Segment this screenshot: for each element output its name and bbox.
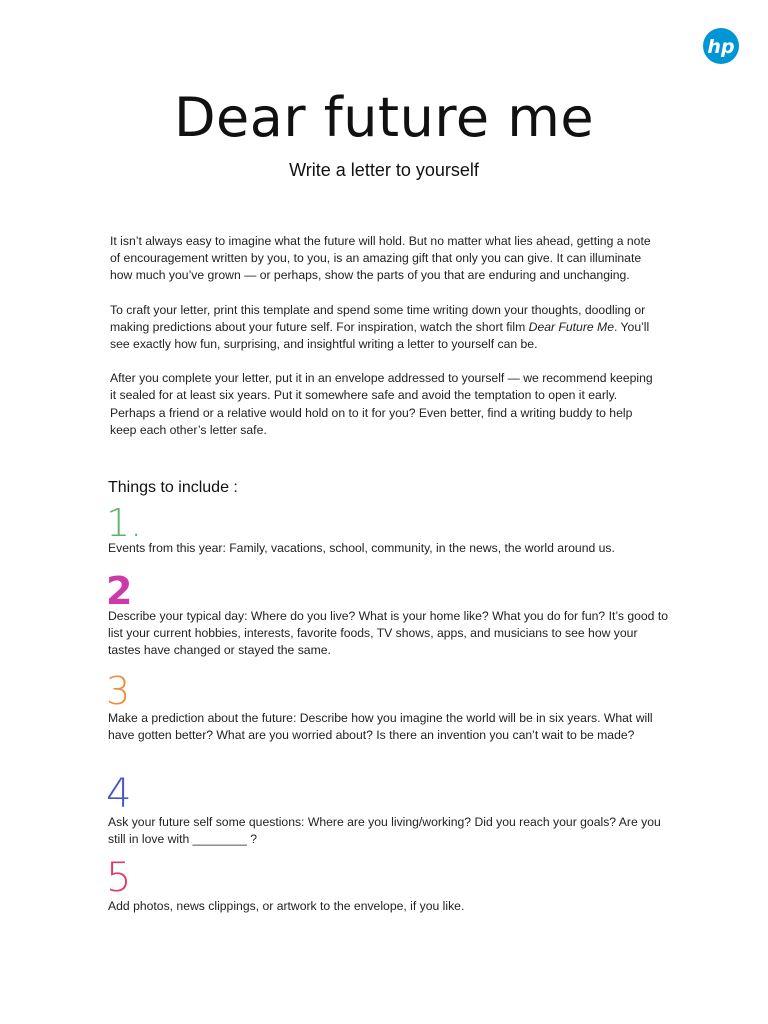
list-item — [106, 501, 668, 557]
film-title: Dear Future Me — [528, 319, 614, 334]
item-number: 3 — [106, 669, 131, 713]
item-number: 2 — [106, 569, 133, 613]
intro-paragraph-3: After you complete your letter, put it in an envelope addressed to yourself — we recommend keeping it sealed for at least six years. Put it somewhere safe and avoid the temptation to open it early. Perhaps a friend or a relative would hold on to it for you? Even better, find a writing buddy to help keep each other’s letter safe. — [110, 371, 653, 437]
item-text: Add photos, news clippings, or artwork to the envelope, if you like. — [108, 899, 465, 913]
intro-text — [110, 233, 662, 456]
intro-paragraph-2 — [110, 302, 662, 354]
hp-logo — [703, 28, 739, 64]
page-subtitle: Write a letter to yourself — [289, 160, 479, 180]
intro-paragraph-2-end: . You’ll see exactly how fun, surprising, and insightful writing a letter to yourself can be. — [110, 319, 650, 352]
hp-logo-icon — [703, 28, 739, 64]
page-title: Dear future me — [173, 86, 595, 149]
item-number: 1. — [106, 501, 143, 545]
item-text: Describe your typical day: Where do you live? What is your home like? What you do for fun? It’s good to list your current hobbies, interests, favorite foods, TV shows, apps, and musicians to see how your tastes have changed or stayed the same. — [108, 609, 668, 658]
item-number: 4 — [106, 771, 132, 817]
svg-text:hp: hp — [707, 36, 735, 58]
list-item — [106, 669, 668, 744]
item-text: Events from this year: Family, vacations, school, community, in the news, the world around us. — [108, 541, 615, 555]
list-item — [106, 855, 668, 915]
things-heading: Things to include : — [108, 479, 238, 496]
intro-paragraph-2-start: To craft your letter, print this template and spend some time writing down your thoughts, doodling or making predictions about your future self. For inspiration, watch the short film — [110, 302, 646, 334]
intro-paragraph-1: It isn’t always easy to imagine what the future will hold. But no matter what lies ahead, getting a note of encouragement written by you, to you, is an amazing gift that only you can give. It can illuminate how much you’ve grown — or perhaps, show the parts of you that are enduring and unchanging. — [110, 234, 651, 283]
list-item — [106, 569, 668, 660]
item-text: Ask your future self some questions: Where are you living/working? Did you reach your goals? Are you still in love with ________ ? — [108, 815, 661, 847]
list-item — [106, 771, 668, 848]
item-text: Make a prediction about the future: Describe how you imagine the world will be in six years. What will have gotten better? What are you worried about? Is there an invention you can’t wait to be made? — [108, 711, 653, 743]
item-number: 5 — [106, 855, 132, 901]
